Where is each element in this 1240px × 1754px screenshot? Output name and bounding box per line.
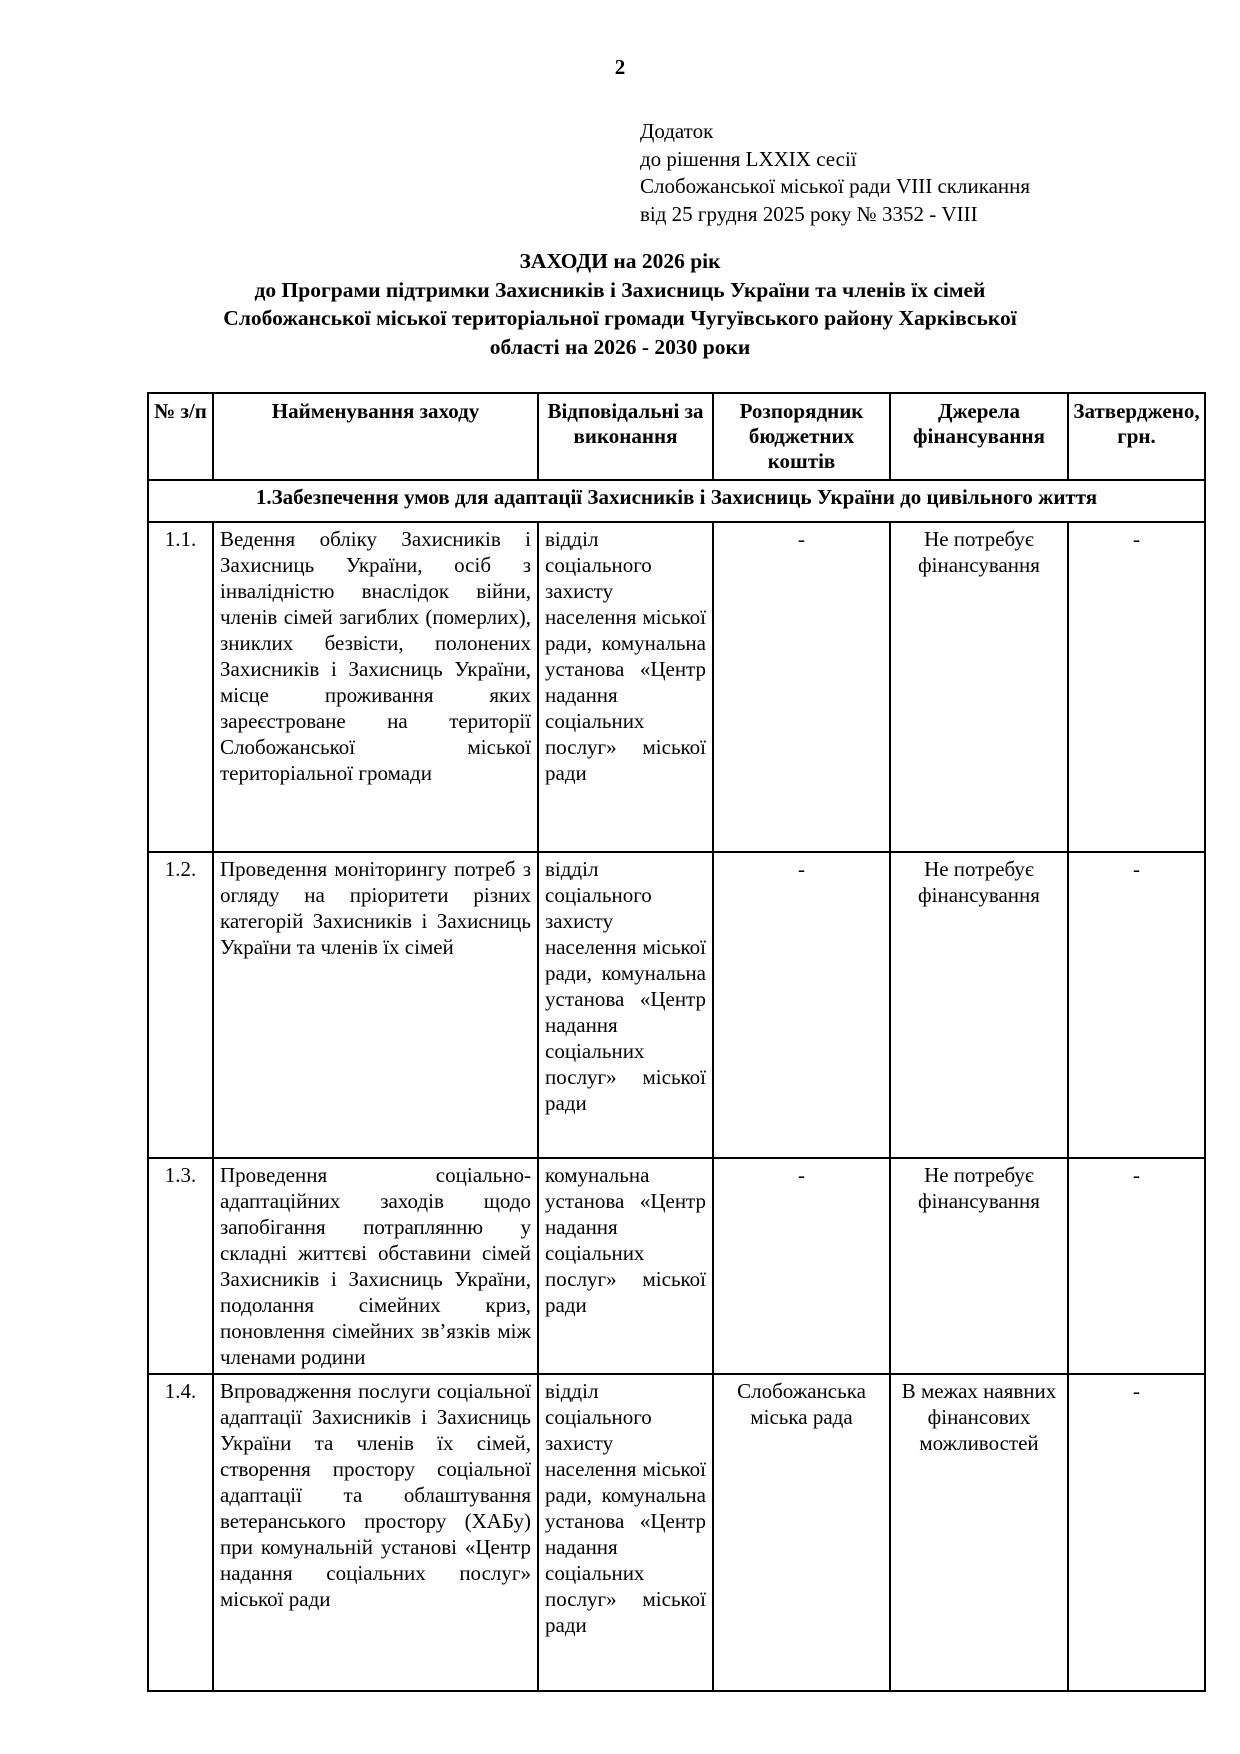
table-row [148, 1374, 1205, 1691]
cell-funding-source: Не потребує фінансування [890, 522, 1068, 852]
col-header-funding-source: Джерела фінансування [890, 393, 1068, 480]
cell-measure-name: Впровадження послуги соціальної адаптації Захисників і Захисниць України та членів їх сімей, створення простору соціальної адаптації та облаштування ветеранського простору (ХАБу) при комунальній установі «Центр надання соціальних послуг» міської ради [213, 1374, 538, 1691]
cell-funding-source: Не потребує фінансування [890, 1158, 1068, 1374]
cell-row-number: 1.2. [148, 852, 213, 1158]
col-header-row-number: № з/п [148, 393, 213, 480]
table-row [148, 852, 1205, 1158]
cell-funding-source: В межах наявних фінансових можливостей [890, 1374, 1068, 1691]
title-line: Слобожанської міської територіальної громади Чугуївського району Харківської [223, 306, 1017, 330]
cell-approved: - [1068, 852, 1205, 1158]
cell-approved: - [1068, 1158, 1205, 1374]
col-header-measure-name: Найменування заходу [213, 393, 538, 480]
section-title: 1.Забезпечення умов для адаптації Захисників і Захисниць України до цивільного життя [148, 480, 1205, 522]
document-title [0, 247, 1240, 361]
cell-responsible: відділ соціального захисту населення міської ради, комунальна установа «Центр надання соціальних послуг» міської ради [538, 852, 713, 1158]
section-header-row [148, 480, 1205, 522]
cell-approved: - [1068, 1374, 1205, 1691]
table-header-row [148, 393, 1205, 480]
cell-row-number: 1.4. [148, 1374, 213, 1691]
annex-line: Додаток [640, 119, 714, 143]
col-header-responsible: Відповідальні за виконання [538, 393, 713, 480]
cell-measure-name: Проведення соціально-адаптаційних заходів щодо запобігання потраплянню у складні життєві обставини сімей Захисників і Захисниць України, подолання сімейних криз, поновлення сімейних зв’язків між членами родини [213, 1158, 538, 1374]
cell-budget-manager: - [713, 1158, 890, 1374]
col-header-budget-manager: Розпорядник бюджетних коштів [713, 393, 890, 480]
cell-row-number: 1.3. [148, 1158, 213, 1374]
cell-responsible: відділ соціального захисту населення міської ради, комунальна установа «Центр надання соціальних послуг» міської ради [538, 1374, 713, 1691]
title-line: ЗАХОДИ на 2026 рік [519, 249, 721, 273]
col-header-approved: Затверджено, грн. [1068, 393, 1205, 480]
measures-table-body [148, 393, 1205, 1691]
cell-budget-manager: - [713, 852, 890, 1158]
table-row [148, 522, 1205, 852]
table-row [148, 1158, 1205, 1374]
annex-line: від 25 грудня 2025 року № 3352 - VIII [640, 201, 978, 226]
cell-budget-manager: Слобожанська міська рада [713, 1374, 890, 1691]
cell-responsible: комунальна установа «Центр надання соціальних послуг» міської ради [538, 1158, 713, 1374]
annex-line: до рішення LXXIX сесії [640, 146, 857, 171]
measures-table [147, 392, 1206, 1692]
annex-line: Слобожанської міської ради VIII скликання [640, 174, 1031, 198]
page-number: 2 [614, 55, 626, 79]
cell-measure-name: Ведення обліку Захисників і Захисниць України, осіб з інвалідністю внаслідок війни, членів сімей загиблих (померлих), зниклих безвісти, полонених Захисників і Захисниць України, місце проживання яких зареєстроване на території Слобожанської міської територіальної громади [213, 522, 538, 852]
cell-responsible: відділ соціального захисту населення міської ради, комунальна установа «Центр надання соціальних послуг» міської ради [538, 522, 713, 852]
cell-budget-manager: - [713, 522, 890, 852]
cell-row-number: 1.1. [148, 522, 213, 852]
cell-measure-name: Проведення моніторингу потреб з огляду на пріоритети різних категорій Захисників і Захисниць України та членів їх сімей [213, 852, 538, 1158]
title-line: до Програми підтримки Захисників і Захисниць України та членів їх сімей [254, 277, 986, 302]
cell-funding-source: Не потребує фінансування [890, 852, 1068, 1158]
title-line: області на 2026 - 2030 роки [489, 334, 751, 359]
cell-approved: - [1068, 522, 1205, 852]
annex-reference [640, 118, 1030, 228]
